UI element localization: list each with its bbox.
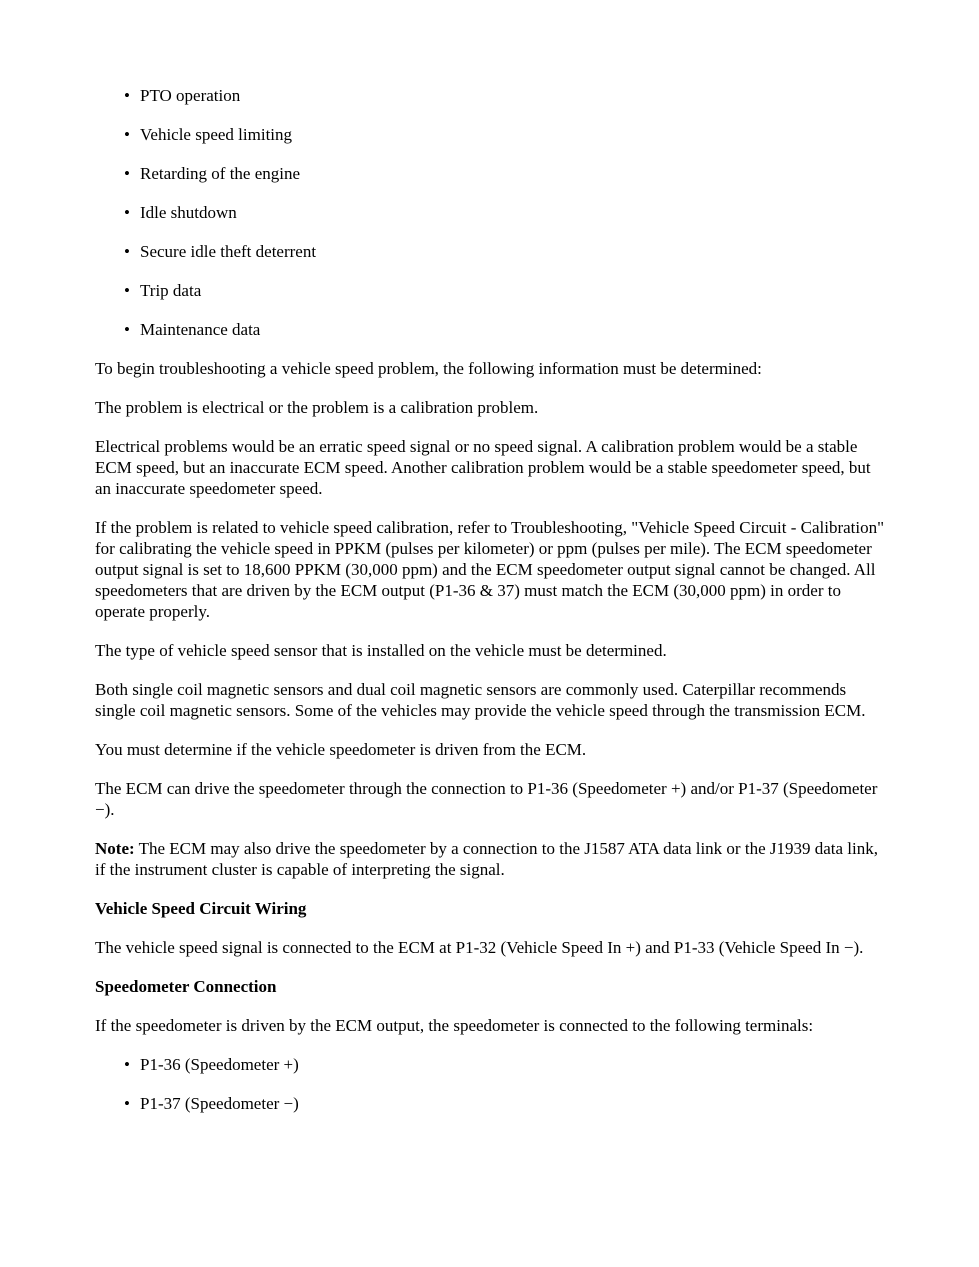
paragraph-sensor-type: The type of vehicle speed sensor that is installed on the vehicle must be determined.: [95, 641, 667, 660]
paragraph-speedometer-source: You must determine if the vehicle speedometer is driven from the ECM.: [95, 740, 587, 759]
list-item: [95, 1093, 887, 1114]
bullet-icon: •: [124, 164, 130, 183]
note-paragraph: [95, 838, 887, 880]
bullet-icon: •: [124, 320, 130, 339]
list-item: [95, 202, 887, 223]
bullet-icon: •: [124, 1055, 130, 1074]
section-heading-wiring: Vehicle Speed Circuit Wiring: [95, 899, 307, 918]
list-item-text: P1-36 (Speedometer +): [140, 1055, 299, 1074]
bullet-icon: •: [124, 86, 130, 105]
list-item: [95, 319, 887, 340]
document-page: [95, 85, 887, 1132]
section-heading-speedometer: Speedometer Connection: [95, 977, 277, 996]
list-item-text: PTO operation: [140, 86, 241, 105]
list-item-text: Secure idle theft deterrent: [140, 242, 317, 261]
bullet-icon: •: [124, 281, 130, 300]
list-item: [95, 163, 887, 184]
bullet-icon: •: [124, 242, 130, 261]
list-item: [95, 280, 887, 301]
bullet-icon: •: [124, 1094, 130, 1113]
paragraph-calibration: If the problem is related to vehicle speed calibration, refer to Troubleshooting, "Vehicle Speed Circuit - Calibration" for calibrating the vehicle speed in PPKM (pulses per kilometer) or ppm (pulses per mile). The ECM speedometer output signal is set to 18,600 PPKM (30,000 ppm) and the ECM speedometer output signal cannot be changed. All speedometers that are driven by the ECM output (P1-36 & 37) must match the ECM (30,000 ppm) in order to operate properly.: [95, 518, 885, 621]
paragraph-wiring: The vehicle speed signal is connected to the ECM at P1-32 (Vehicle Speed In +) and P1-33 (Vehicle Speed In −).: [95, 938, 864, 957]
paragraph-problem-type: The problem is electrical or the problem is a calibration problem.: [95, 398, 539, 417]
paragraph-speedometer-connection: The ECM can drive the speedometer through the connection to P1-36 (Speedometer +) and/or P1-37 (Speedometer −).: [95, 779, 878, 819]
paragraph-terminals: If the speedometer is driven by the ECM output, the speedometer is connected to the following terminals:: [95, 1016, 814, 1035]
feature-list: [95, 85, 887, 340]
bullet-icon: •: [124, 125, 130, 144]
list-item: [95, 85, 887, 106]
list-item-text: Idle shutdown: [140, 203, 237, 222]
paragraph-problem-description: Electrical problems would be an erratic speed signal or no speed signal. A calibration problem would be a stable ECM speed, but an inaccurate ECM speed. Another calibration problem would be a stable speedometer speed, but an inaccurate speedometer speed.: [95, 437, 871, 498]
list-item-text: Retarding of the engine: [140, 164, 301, 183]
list-item: [95, 124, 887, 145]
list-item: [95, 1054, 887, 1075]
paragraph-sensor-description: Both single coil magnetic sensors and dual coil magnetic sensors are commonly used. Caterpillar recommends single coil magnetic sensors. Some of the vehicles may provide the vehicle speed through the transmission ECM.: [95, 680, 866, 720]
list-item-text: Vehicle speed limiting: [140, 125, 293, 144]
list-item-text: Trip data: [140, 281, 202, 300]
paragraph-intro: To begin troubleshooting a vehicle speed problem, the following information must be determined:: [95, 359, 762, 378]
terminal-list: [95, 1054, 887, 1114]
list-item: [95, 241, 887, 262]
list-item-text: Maintenance data: [140, 320, 261, 339]
note-text: The ECM may also drive the speedometer by a connection to the J1587 ATA data link or the J1939 data link, if the instrument cluster is capable of interpreting the signal.: [95, 839, 878, 879]
note-label: Note:: [95, 839, 135, 858]
bullet-icon: •: [124, 203, 130, 222]
list-item-text: P1-37 (Speedometer −): [140, 1094, 299, 1113]
